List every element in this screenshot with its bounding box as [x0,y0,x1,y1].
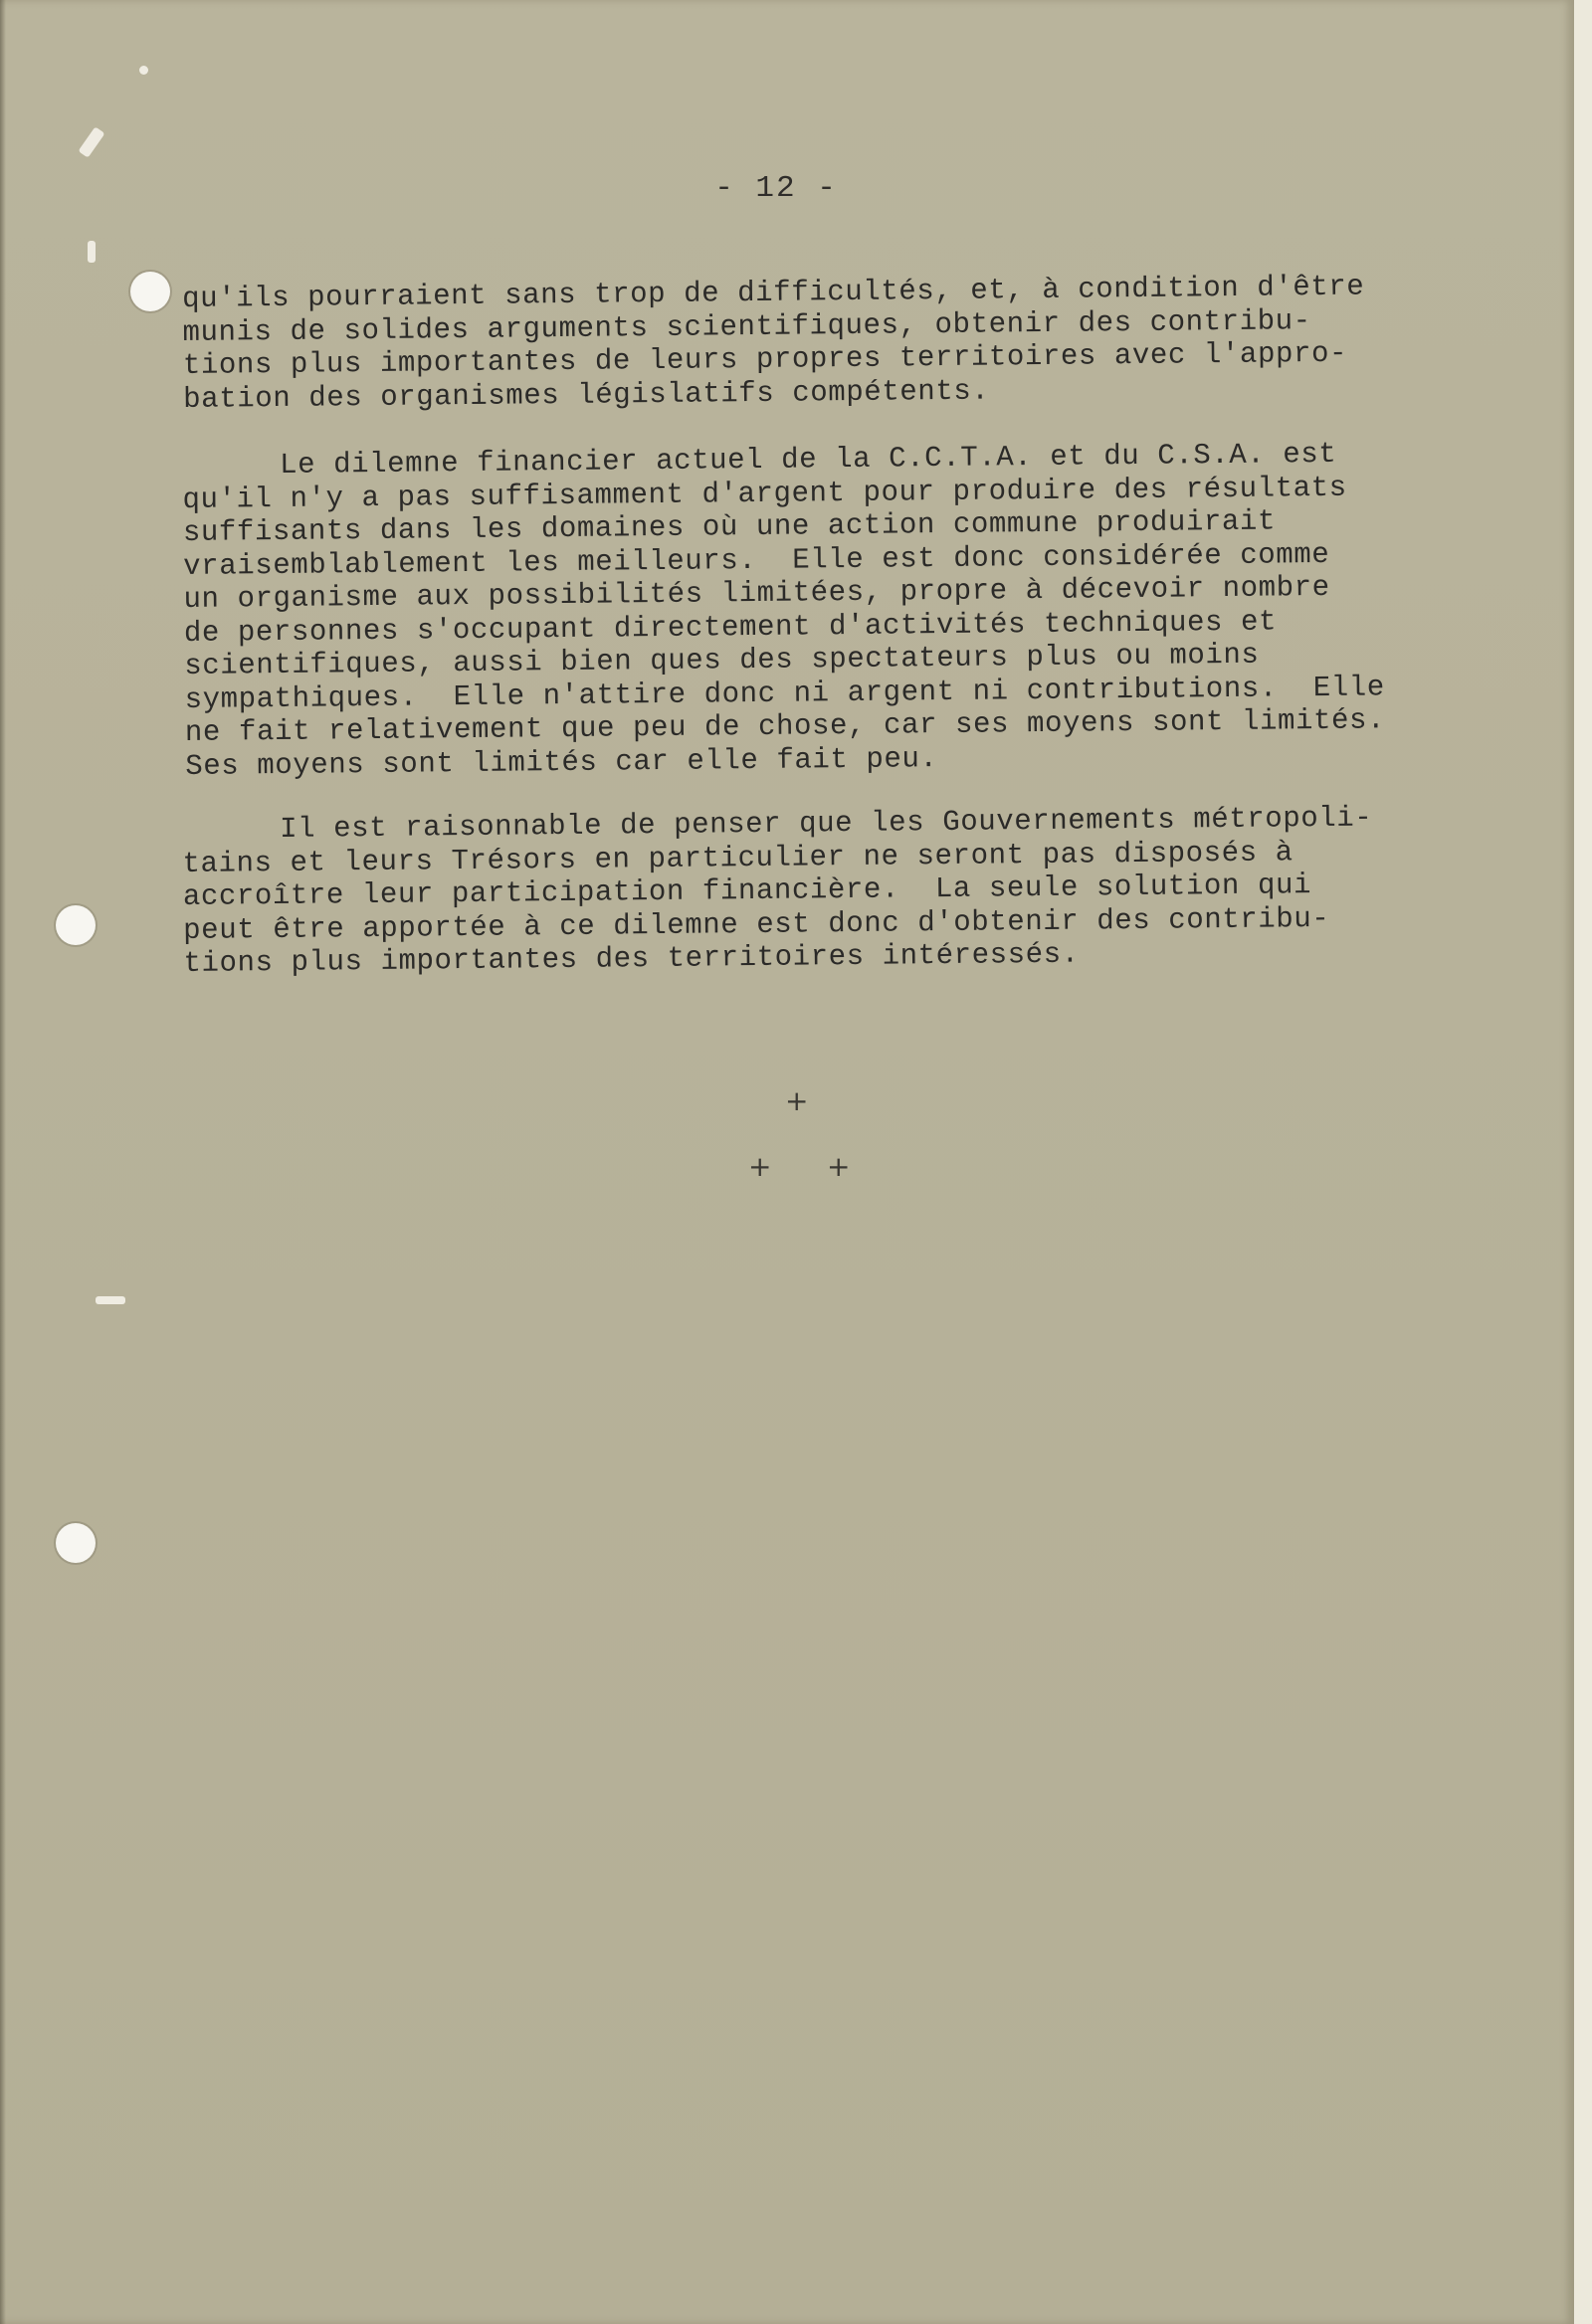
end-mark: + [748,1150,772,1183]
text-line: accroître leur participation financière. La seule solution qui [182,869,1312,913]
left-edge-shadow [0,0,6,2324]
text-line: un organisme aux possibilités limitées, propre à décevoir nombre [183,570,1330,616]
text-line: Il est raisonnable de penser que les Gouvernements métropoli- [279,801,1373,846]
text-line: ne fait relativement que peu de chose, car ses moyens sont limités. [184,703,1386,749]
page-number: - 12 - [714,171,838,206]
punch-hole-top [130,272,170,311]
text-line: qu'ils pourraient sans trop de difficultés, et, à condition d'être [182,270,1365,315]
punch-hole-bottom [56,1523,96,1563]
text-line: qu'il n'y a pas suffisamment d'argent pour produire des résultats [182,471,1347,516]
paragraph-1 [182,269,1516,416]
text-line: suffisants dans les domaines où une action commune produirait [182,504,1277,549]
end-mark: + [827,1150,851,1183]
text-line: scientifiques, aussi bien ques des spectateurs plus ou moins [184,638,1260,682]
text-line: tains et leurs Trésors en particulier ne seront pas disposés à [182,835,1294,880]
text-line: Le dilemne financier actuel de la C.C.T.A. et du C.S.A. est [279,437,1337,482]
paper-tear-mark [88,241,96,263]
paper-speck [139,66,148,75]
text-line: de personnes s'occupant directement d'activités techniques et [183,604,1278,650]
text-line: Ses moyens sont limités car elle fait peu. [185,741,938,783]
text-line: sympathiques. Elle n'attire donc ni argent ni contributions. Elle [184,670,1385,716]
text-line: munis de solides arguments scientifiques, obtenir des contribu- [182,303,1311,349]
paper-tear-mark [96,1296,125,1304]
end-mark: + [785,1084,809,1117]
text-line: tions plus importantes de leurs propres territoires avec l'appro- [182,336,1348,382]
sheet-edge [1574,0,1592,2324]
text-line: peut être apportée à ce dilemne est donc d'obtenir des contribu- [183,901,1330,947]
text-line: vraisemblablement les meilleurs. Elle est donc considérée comme [183,537,1330,583]
paragraph-3 [182,800,1517,981]
text-line: bation des organismes législatifs compétents. [183,374,990,416]
punch-hole-middle [56,905,96,945]
paragraph-2 [182,436,1518,783]
text-line: tions plus importantes des territoires intéressés. [183,937,1080,980]
